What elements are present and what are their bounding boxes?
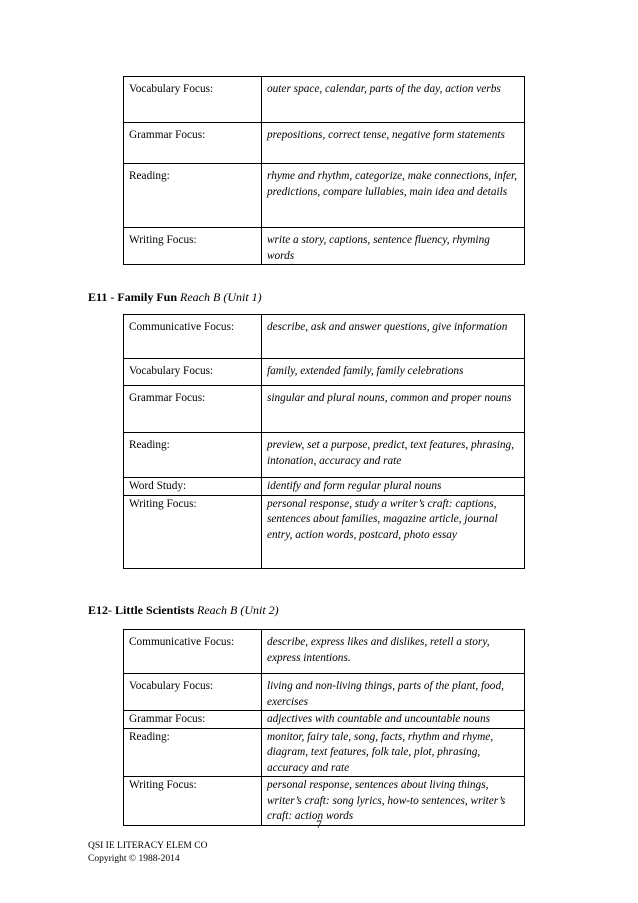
section-name: Little Scientists [115, 603, 195, 617]
row-label: Writing Focus: [124, 228, 262, 265]
row-value: personal response, study a writer’s craft: captions, sentences about families, magazine article, journal entry, action words, postcard, photo essay [262, 495, 525, 568]
table-row [124, 164, 525, 228]
row-label: Vocabulary Focus: [124, 77, 262, 123]
table-row [124, 433, 525, 478]
footer-copyright: Copyright © 1988-2014 [88, 854, 180, 864]
row-value: monitor, fairy tale, song, facts, rhythm and rhyme, diagram, text features, folk tale, plot, phrasing, accuracy and rate [262, 728, 525, 777]
row-value: describe, ask and answer questions, give information [262, 315, 525, 359]
row-label: Reading: [124, 164, 262, 228]
table-row [124, 77, 525, 123]
table-row [124, 630, 525, 674]
table-row [124, 228, 525, 265]
row-label: Reading: [124, 728, 262, 777]
row-label: Word Study: [124, 478, 262, 496]
section-code: E11 [88, 290, 108, 304]
row-value: preview, set a purpose, predict, text features, phrasing, intonation, accuracy and rate [262, 433, 525, 478]
row-value: prepositions, correct tense, negative form statements [262, 123, 525, 164]
row-label: Writing Focus: [124, 495, 262, 568]
row-label: Writing Focus: [124, 777, 262, 826]
page-footer [88, 840, 207, 866]
section-heading-e12 [88, 603, 279, 618]
table-row [124, 386, 525, 433]
row-value: singular and plural nouns, common and proper nouns [262, 386, 525, 433]
row-label: Communicative Focus: [124, 630, 262, 674]
table-row [124, 674, 525, 711]
row-value: personal response, sentences about living things, writer’s craft: song lyrics, how-to sentences, writer’s craft: action words [262, 777, 525, 826]
row-value: outer space, calendar, parts of the day, action verbs [262, 77, 525, 123]
table-row [124, 359, 525, 386]
section-name: Family Fun [117, 290, 178, 304]
table-row [124, 123, 525, 164]
page-number: 7 [316, 819, 322, 831]
section-reach: Reach B (Unit 2) [197, 603, 279, 617]
e12-focus-table [123, 629, 525, 826]
section-separator: - [107, 290, 118, 304]
section-reach: Reach B (Unit 1) [180, 290, 262, 304]
section-heading-e11 [88, 290, 262, 305]
table-row [124, 478, 525, 496]
row-label: Grammar Focus: [124, 386, 262, 433]
row-value: write a story, captions, sentence fluency, rhyming words [262, 228, 525, 265]
row-value: describe, express likes and dislikes, retell a story, express intentions. [262, 630, 525, 674]
section-code: E12 [88, 603, 109, 617]
top-focus-table [123, 76, 525, 265]
row-label: Grammar Focus: [124, 711, 262, 729]
row-label: Grammar Focus: [124, 123, 262, 164]
table-row [124, 315, 525, 359]
row-label: Vocabulary Focus: [124, 359, 262, 386]
footer-line: QSI IE LITERACY ELEM CO [88, 841, 208, 851]
row-label: Vocabulary Focus: [124, 674, 262, 711]
table-row [124, 495, 525, 568]
table-row [124, 711, 525, 729]
table-row [124, 777, 525, 826]
row-value: identify and form regular plural nouns [262, 478, 525, 496]
row-value: living and non-living things, parts of the plant, food, exercises [262, 674, 525, 711]
row-value: adjectives with countable and uncountable nouns [262, 711, 525, 729]
e11-focus-table [123, 314, 525, 569]
row-label: Communicative Focus: [124, 315, 262, 359]
table-row [124, 728, 525, 777]
section-separator: - [108, 603, 116, 617]
row-value: family, extended family, family celebrations [262, 359, 525, 386]
row-label: Reading: [124, 433, 262, 478]
row-value: rhyme and rhythm, categorize, make connections, infer, predictions, compare lullabies, main idea and details [262, 164, 525, 228]
